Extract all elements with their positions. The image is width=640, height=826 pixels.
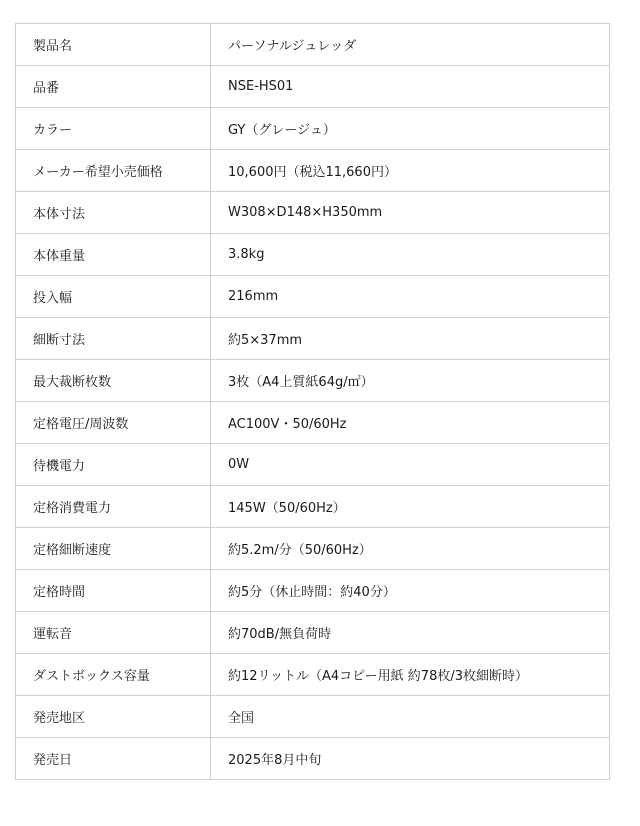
row-label: 定格細断速度 [16,528,211,570]
row-label: 品番 [16,66,211,108]
table-row [16,276,610,318]
row-label: 運転音 [16,612,211,654]
row-label: 最大裁断枚数 [16,360,211,402]
row-value: 約5分（休止時間：約40分） [211,570,610,612]
row-label: 細断寸法 [16,318,211,360]
table-row [16,486,610,528]
row-label: 本体寸法 [16,192,211,234]
row-value: 約5.2m/分（50/60Hz） [211,528,610,570]
row-label: 定格時間 [16,570,211,612]
table-row [16,360,610,402]
table-row [16,66,610,108]
row-value: AC100V・50/60Hz [211,402,610,444]
row-label: 本体重量 [16,234,211,276]
row-value: 0W [211,444,610,486]
table-row [16,738,610,780]
row-value: 2025年8月中旬 [211,738,610,780]
row-value: 約70dB/無負荷時 [211,612,610,654]
row-label: メーカー希望小売価格 [16,150,211,192]
row-value: W308×D148×H350mm [211,192,610,234]
row-label: ダストボックス容量 [16,654,211,696]
row-value: 約5×37mm [211,318,610,360]
row-label: 待機電力 [16,444,211,486]
table-row [16,570,610,612]
row-value: 全国 [211,696,610,738]
row-value: パーソナルジュレッダ [211,24,610,66]
table-row [16,528,610,570]
row-label: 定格電圧/周波数 [16,402,211,444]
row-value: 約12リットル（A4コピー用紙 約78枚/3枚細断時） [211,654,610,696]
row-value: 216mm [211,276,610,318]
row-value: GY（グレージュ） [211,108,610,150]
row-label: 投入幅 [16,276,211,318]
spec-table [15,23,610,780]
table-row [16,234,610,276]
table-row [16,24,610,66]
table-row [16,150,610,192]
row-value: 3.8kg [211,234,610,276]
row-label: 製品名 [16,24,211,66]
table-row [16,654,610,696]
row-value: 145W（50/60Hz） [211,486,610,528]
table-row [16,444,610,486]
row-value: NSE-HS01 [211,66,610,108]
table-row [16,696,610,738]
row-label: カラー [16,108,211,150]
table-row [16,402,610,444]
row-label: 発売地区 [16,696,211,738]
row-label: 発売日 [16,738,211,780]
table-row [16,318,610,360]
table-row [16,612,610,654]
spec-table-body [16,24,610,780]
row-label: 定格消費電力 [16,486,211,528]
row-value: 3枚（A4上質紙64g/㎡） [211,360,610,402]
row-value: 10,600円（税込11,660円） [211,150,610,192]
table-row [16,108,610,150]
table-row [16,192,610,234]
